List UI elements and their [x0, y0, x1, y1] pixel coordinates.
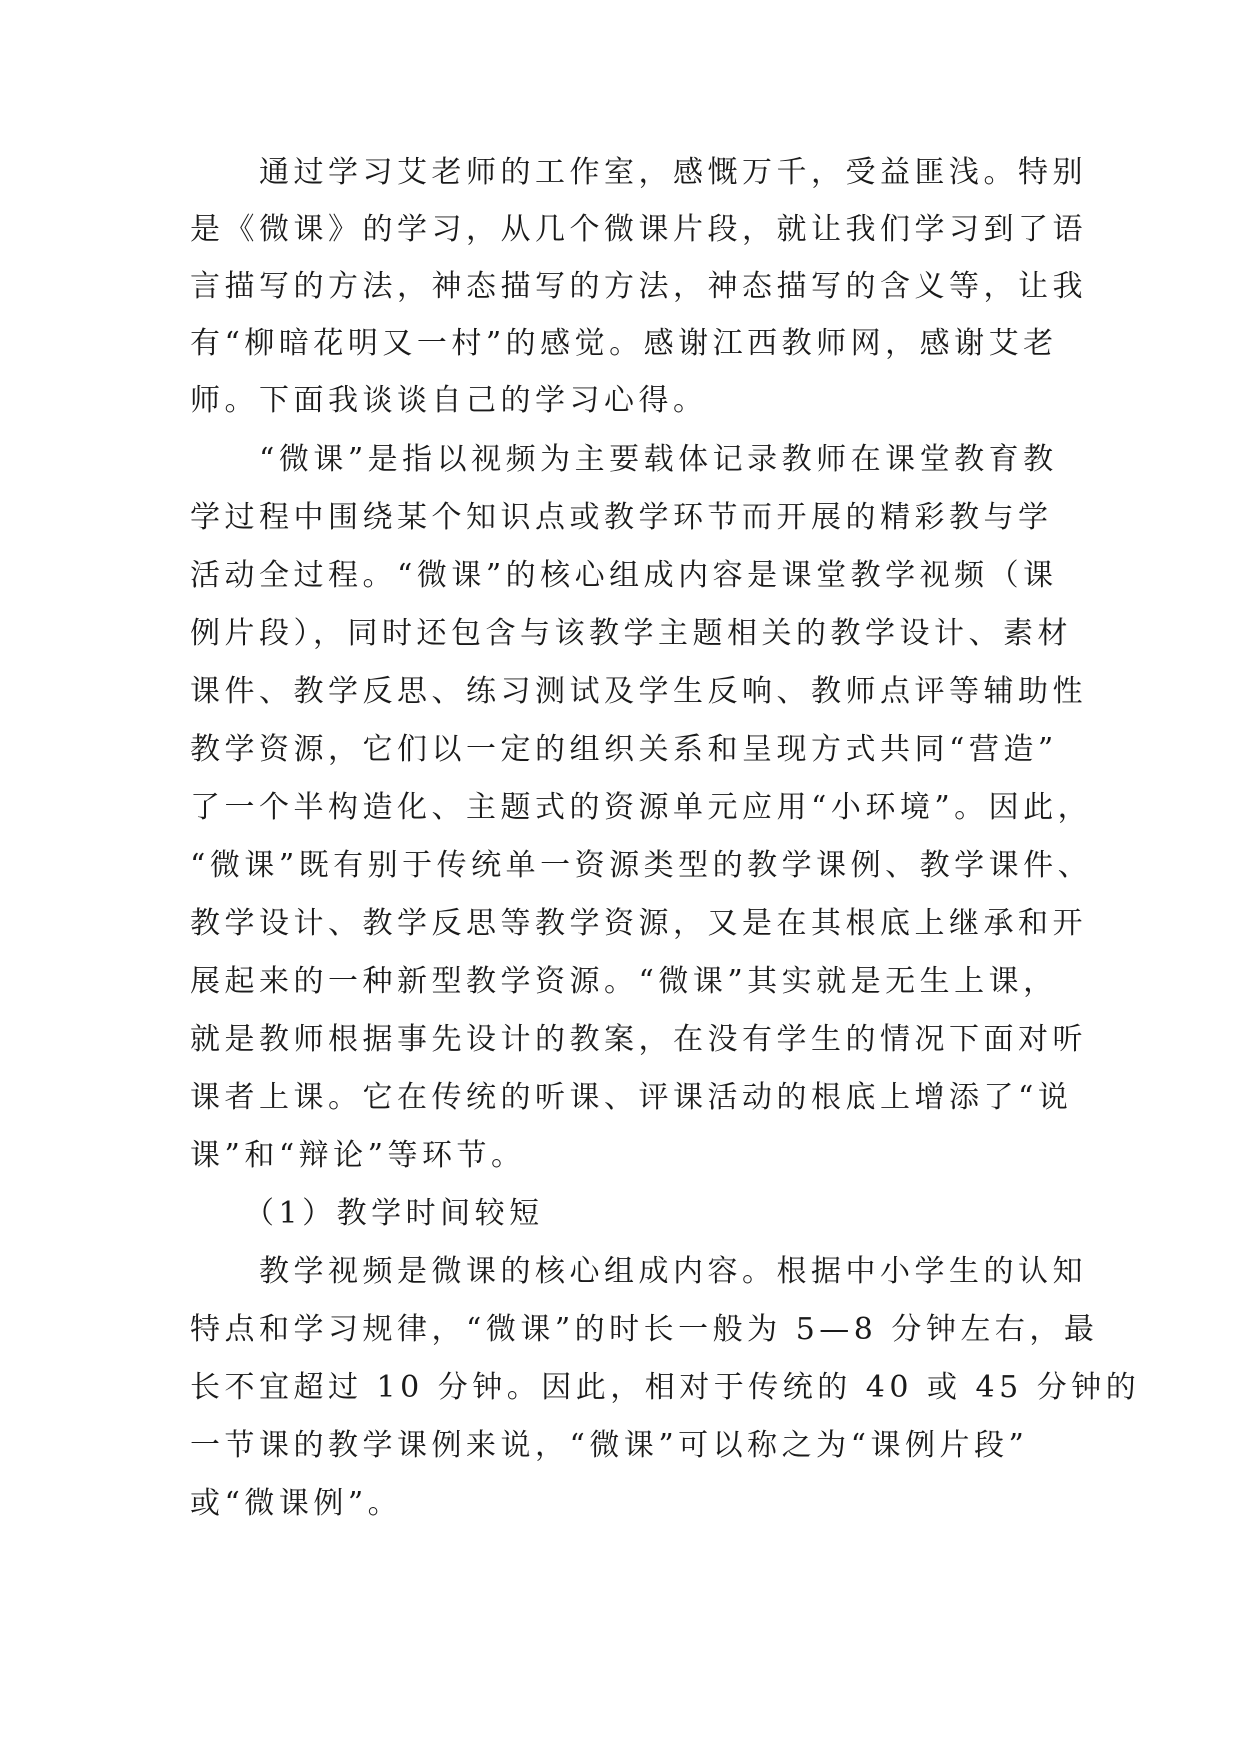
text-line: 教学设计、教学反思等教学资源，又是在其根底上继承和开 [190, 906, 1087, 941]
text-line: 例片段），同时还包含与该教学主题相关的教学设计、素材 [190, 616, 1072, 651]
text-line: “微课”是指以视频为主要载体记录教师在课堂教育教 [190, 442, 1058, 477]
text-line: 教学资源，它们以一定的组织关系和呈现方式共同“营造” [190, 732, 1058, 767]
text-line: 长不宜超过 10 分钟。因此，相对于传统的 40 或 45 分钟的 [190, 1370, 1141, 1405]
text-line: 或“微课例”。 [190, 1486, 403, 1521]
text-line: 言描写的方法，神态描写的方法，神态描写的含义等，让我 [190, 269, 1087, 304]
text-line: 特点和学习规律，“微课”的时长一般为 5—8 分钟左右，最 [190, 1312, 1099, 1347]
text-line: 展起来的一种新型教学资源。“微课”其实就是无生上课， [190, 964, 1058, 999]
text-line: 课件、教学反思、练习测试及学生反响、教师点评等辅助性 [190, 674, 1087, 709]
section-heading: （1）教学时间较短 [190, 1196, 544, 1231]
text-line: 就是教师根据事先设计的教案，在没有学生的情况下面对听 [190, 1022, 1087, 1057]
text-line: “微课”既有别于传统单一资源类型的教学课例、教学课件、 [190, 848, 1093, 883]
text-line: 课者上课。它在传统的听课、评课活动的根底上增添了“说 [190, 1080, 1073, 1115]
text-line: 有“柳暗花明又一村”的感觉。感谢江西教师网，感谢艾老 [190, 326, 1058, 361]
text-line: 是《微课》的学习，从几个微课片段，就让我们学习到了语 [190, 212, 1087, 247]
text-line: 学过程中围绕某个知识点或教学环节而开展的精彩教与学 [190, 500, 1053, 535]
text-line: 教学视频是微课的核心组成内容。根据中小学生的认知 [190, 1254, 1087, 1289]
text-line: 课”和“辩论”等环节。 [190, 1138, 526, 1173]
text-line: 师。下面我谈谈自己的学习心得。 [190, 383, 708, 418]
text-line: 了一个半构造化、主题式的资源单元应用“小环境”。因此， [190, 790, 1093, 825]
text-line: 一节课的教学课例来说，“微课”可以称之为“课例片段” [190, 1428, 1029, 1463]
text-line: 通过学习艾老师的工作室，感慨万千，受益匪浅。特别 [190, 155, 1087, 190]
text-line: 活动全过程。“微课”的核心组成内容是课堂教学视频（课 [190, 558, 1058, 593]
